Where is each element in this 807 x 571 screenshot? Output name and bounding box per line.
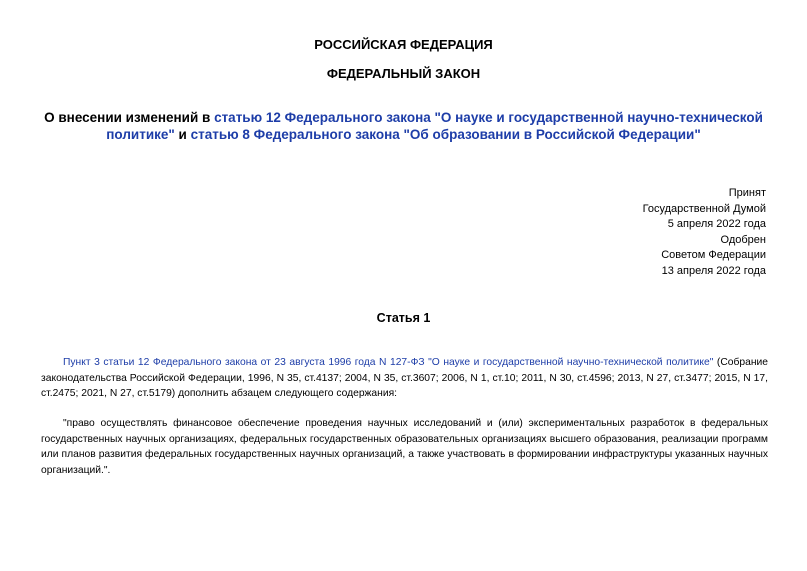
- law-title-link-article-12[interactable]: статью 12 Федерального закона "О науке и государственной научно-технической политике": [106, 110, 763, 142]
- law-title-prefix: О внесении изменений в: [44, 110, 215, 125]
- law-title: [40, 109, 767, 143]
- adoption-line: Принят: [728, 187, 766, 199]
- approval-line: Одобрен: [720, 233, 766, 246]
- adoption-date: 5 апреля 2022 года: [667, 218, 766, 230]
- article-1-law-link[interactable]: Пункт 3 статьи 12 Федерального закона от 23 августа 1996 года N 127-ФЗ "О науке и государственной научно-технической политике": [63, 357, 714, 368]
- doc-type-heading: ФЕДЕРАЛЬНЫЙ ЗАКОН: [326, 66, 481, 81]
- law-title-link-article-8[interactable]: статью 8 Федерального закона "Об образовании в Российской Федерации": [190, 127, 701, 142]
- article-1-heading: Статья 1: [376, 311, 431, 325]
- adoption-line: Государственной Думой: [642, 202, 766, 215]
- law-title-middle: и: [174, 127, 191, 142]
- adoption-block: [643, 186, 766, 279]
- article-1-paragraph-1-text: (Собрание законодательства Российской Федерации, 1996, N 35, ст.4137; 2004, N 35, ст.3607; 2006, N 1, ст.10; 2011, N 30, ст.4596; 2013, N 27, ст.3477; 2015, N 17, ст.2475; 2021, N 27, ст.5179) дополнить абзацем следующего содержания:: [41, 357, 769, 399]
- article-1-paragraph-2-text: "право осуществлять финансовое обеспечение проведения научных исследований и (или) экспериментальных разработок в федеральных государственных научных организациях, федеральных государственных образовательных организациях высшего образования, реализации программ или планов развития федеральных государственных научных организаций, а также участвовать в формировании инфраструктуры указанных научных организаций.".: [41, 418, 768, 476]
- approval-line: Советом Федерации: [661, 249, 766, 261]
- approval-date: 13 апреля 2022 года: [661, 264, 766, 277]
- country-heading: РОССИЙСКАЯ ФЕДЕРАЦИЯ: [314, 37, 493, 52]
- article-1-paragraph-2: [41, 416, 768, 478]
- article-1-paragraph-1: [41, 355, 768, 402]
